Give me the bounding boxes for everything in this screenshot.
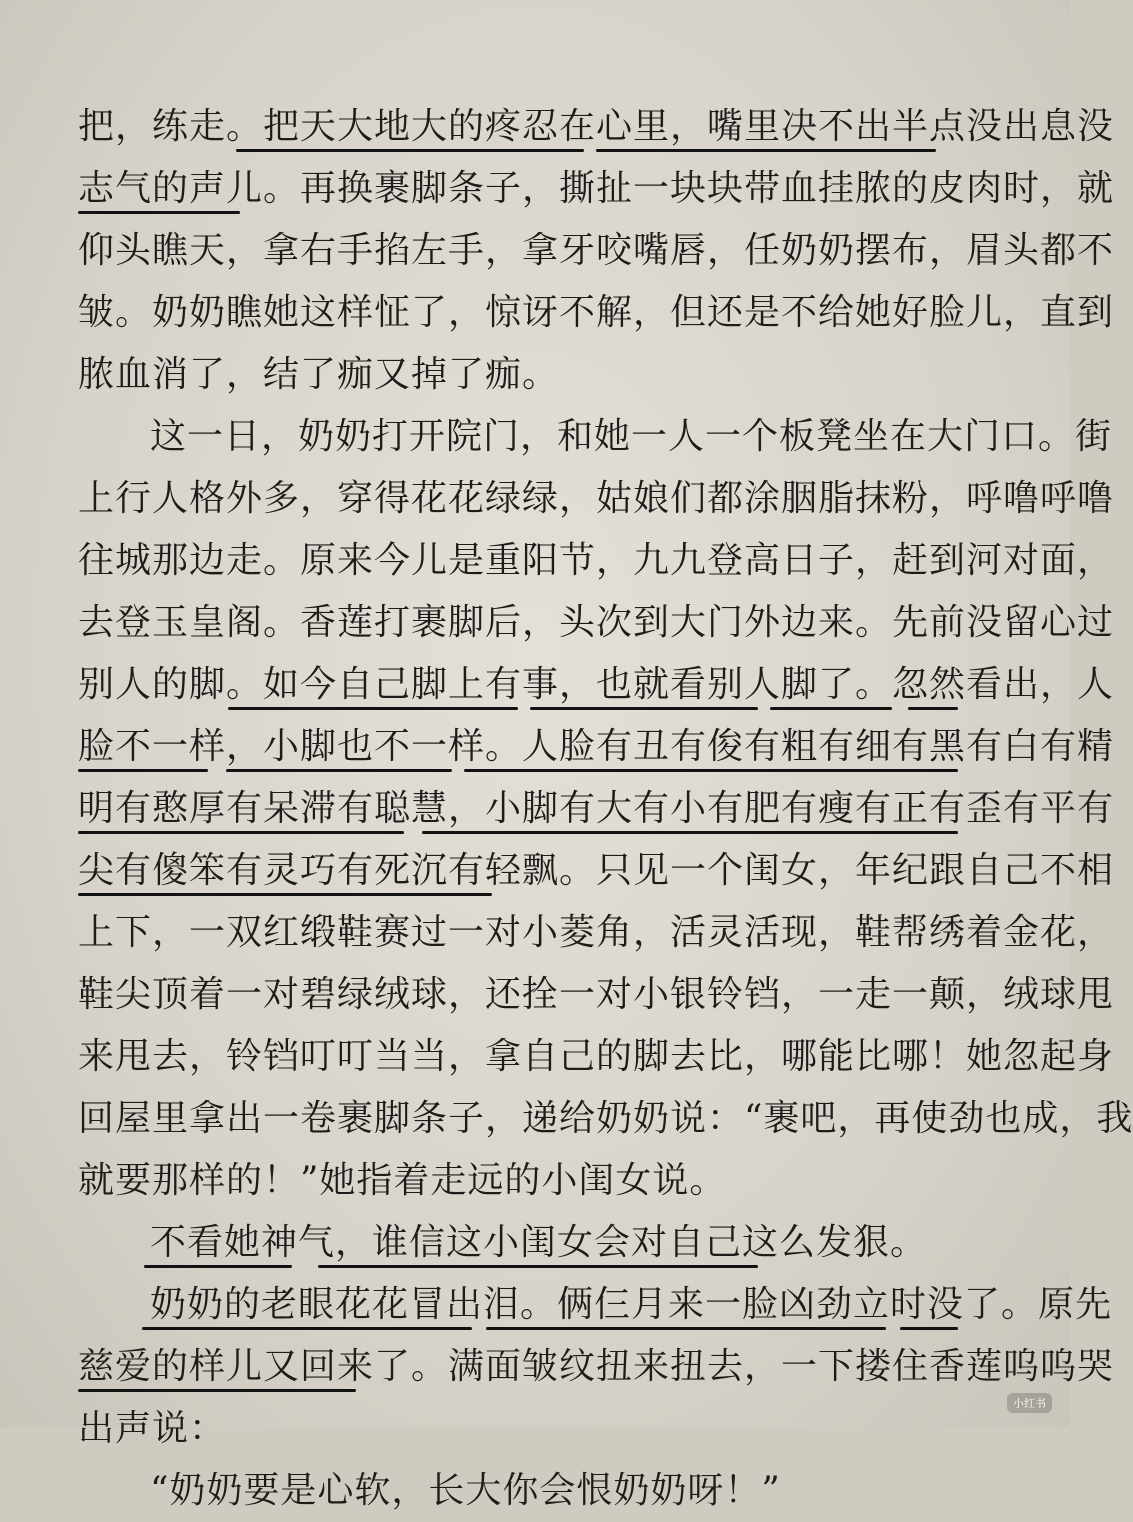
underline-mark [236, 149, 584, 152]
line-text: 这一日，奶奶打开院门，和她一人一个板凳坐在大门口。街 [150, 416, 1113, 457]
line-text: 皱。奶奶瞧她这样怔了，惊讶不解，但还是不给她好脸儿，直到 [78, 292, 1115, 333]
line-text: 回屋里拿出一卷裹脚条子，递给奶奶说：“裹吧，再使劲也成，我 [78, 1098, 1133, 1139]
line-text: 来甩去，铃铛叮叮当当，拿自己的脚去比，哪能比哪！她忽起身 [78, 1036, 1115, 1077]
line-text: “奶奶要是心软，长大你会恨奶奶呀！” [150, 1470, 781, 1511]
text-line [78, 1088, 1133, 1150]
text-line [78, 778, 1115, 840]
underline-mark [596, 149, 936, 152]
text-line [78, 592, 1115, 654]
text-line [78, 1150, 958, 1212]
text-line [78, 716, 1115, 778]
text-line [78, 158, 1115, 220]
line-text: 就要那样的！”她指着走远的小闺女说。 [78, 1160, 727, 1201]
text-line [78, 840, 1115, 902]
underline-mark [422, 831, 958, 834]
underline-mark [318, 1265, 758, 1268]
line-text: 上下，一双红缎鞋赛过一对小菱角，活灵活现，鞋帮绣着金花， [78, 912, 1115, 953]
text-line [78, 1398, 958, 1460]
line-text: 奶奶的老眼花花冒出泪。俩仨月来一脸凶劲立时没了。原先 [150, 1284, 1113, 1325]
line-text: 上行人格外多，穿得花花绿绿，姑娘们都涂胭脂抹粉，呼噜呼噜 [78, 478, 1115, 519]
line-text: 脓血消了，结了痂又掉了痂。 [78, 354, 560, 395]
line-text: 志气的声儿。再换裹脚条子，撕扯一块块带血挂脓的皮肉时，就 [78, 168, 1115, 209]
text-line [78, 1212, 958, 1274]
line-text: 不看她神气，谁信这小闺女会对自己这么发狠。 [150, 1222, 928, 1263]
line-text: 仰头瞧天，拿右手掐左手，拿牙咬嘴唇，任奶奶摆布，眉头都不 [78, 230, 1115, 271]
line-text: 出声说： [78, 1408, 227, 1449]
underline-mark [908, 707, 958, 710]
text-line [78, 902, 1115, 964]
underline-mark [78, 769, 208, 772]
line-text: 把，练走。把天大地大的疼忍在心里，嘴里决不出半点没出息没 [78, 106, 1115, 147]
underline-mark [900, 1327, 958, 1330]
underline-mark [78, 211, 240, 214]
underline-mark [228, 707, 518, 710]
text-line [78, 530, 1115, 592]
line-text: 明有憨厚有呆滞有聪慧，小脚有大有小有肥有瘦有正有歪有平有 [78, 788, 1115, 829]
underline-mark [142, 1327, 472, 1330]
underline-mark [464, 769, 958, 772]
underline-mark [770, 707, 892, 710]
watermark-badge: 小红书 [1007, 1393, 1052, 1413]
underline-mark [78, 1389, 356, 1392]
text-line [78, 964, 1115, 1026]
line-text: 往城那边走。原来今儿是重阳节，九九登高日子，赶到河对面， [78, 540, 1115, 581]
line-text: 别人的脚。如今自己脚上有事，也就看别人脚了。忽然看出，人 [78, 664, 1115, 705]
line-text: 脸不一样，小脚也不一样。人脸有丑有俊有粗有细有黑有白有精 [78, 726, 1115, 767]
underline-mark [530, 707, 758, 710]
text-line [78, 654, 1115, 716]
text-line [78, 220, 1115, 282]
underline-mark [226, 769, 452, 772]
text-line [78, 96, 1115, 158]
text-line [78, 1336, 1115, 1398]
line-text: 去登玉皇阁。香莲打裹脚后，头次到大门外边来。先前没留心过 [78, 602, 1115, 643]
line-text: 慈爱的样儿又回来了。满面皱纹扭来扭去，一下搂住香莲呜呜哭 [78, 1346, 1115, 1387]
text-line [78, 468, 1115, 530]
underline-mark [144, 1265, 292, 1268]
text-line [78, 1274, 1113, 1336]
underline-mark [78, 893, 492, 896]
text-line [78, 282, 1115, 344]
text-line [78, 1460, 958, 1522]
text-line [78, 406, 1113, 468]
line-text: 尖有傻笨有灵巧有死沉有轻飘。只见一个闺女，年纪跟自己不相 [78, 850, 1115, 891]
text-line [78, 344, 958, 406]
underline-mark [486, 1327, 886, 1330]
line-text: 鞋尖顶着一对碧绿绒球，还拴一对小银铃铛，一走一颠，绒球甩 [78, 974, 1115, 1015]
text-line [78, 1026, 1115, 1088]
underline-mark [78, 831, 404, 834]
